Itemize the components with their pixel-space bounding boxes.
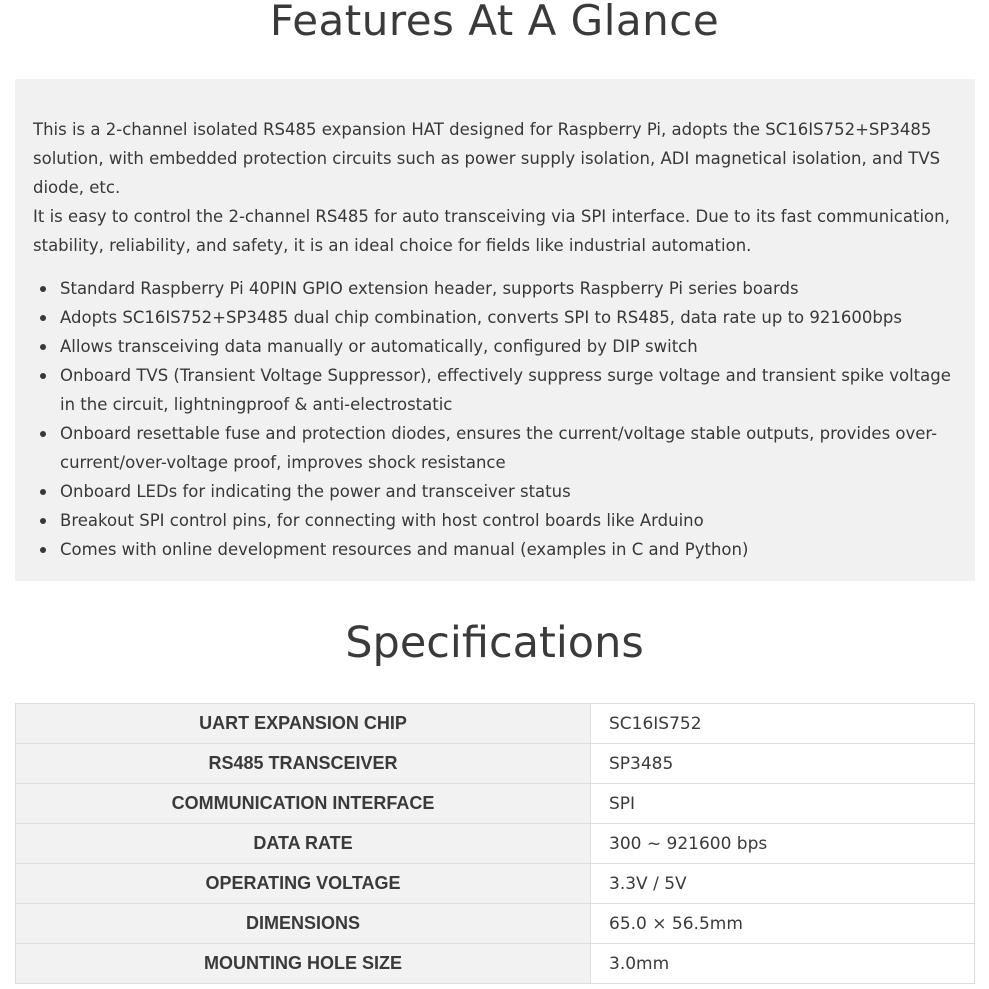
list-item-text: Onboard LEDs for indicating the power and transceiver status: [60, 482, 571, 501]
table-row: [16, 824, 975, 864]
spec-value: 65.0 × 56.5mm: [591, 904, 975, 944]
spec-value: 3.3V / 5V: [591, 864, 975, 904]
specifications-title: Specifications: [345, 618, 644, 668]
bullet-dot-icon: [40, 344, 46, 350]
list-item: [33, 303, 957, 332]
spec-label: COMMUNICATION INTERFACE: [16, 784, 591, 824]
list-item: [33, 477, 957, 506]
specifications-table: [15, 703, 975, 984]
features-title: Features At A Glance: [269, 0, 720, 45]
list-item: [33, 535, 957, 564]
list-item: [33, 361, 957, 419]
spec-value: SP3485: [591, 744, 975, 784]
bullet-dot-icon: [40, 431, 46, 437]
list-item: [33, 419, 957, 477]
bullet-dot-icon: [40, 286, 46, 292]
spec-value: 3.0mm: [591, 944, 975, 984]
table-row: [16, 704, 975, 744]
list-item-text: Onboard resettable fuse and protection diodes, ensures the current/voltage stable outputs, provides over-current/over-voltage proof, improves shock resistance: [60, 424, 938, 472]
intro-paragraph-2: It is easy to control the 2-channel RS485 for auto transceiving via SPI interface. Due to its fast communication, stability, reliability, and safety, it is an ideal choice for fields like industrial automation.: [33, 207, 950, 255]
table-row: [16, 864, 975, 904]
spec-value: SC16IS752: [591, 704, 975, 744]
features-intro: [33, 115, 957, 260]
list-item-text: Comes with online development resources and manual (examples in C and Python): [60, 540, 749, 559]
spec-label: DATA RATE: [16, 824, 591, 864]
features-panel: [15, 79, 975, 581]
list-item-text: Breakout SPI control pins, for connecting with host control boards like Arduino: [60, 511, 704, 530]
bullet-dot-icon: [40, 373, 46, 379]
table-row: [16, 944, 975, 984]
list-item: [33, 274, 957, 303]
bullet-dot-icon: [40, 315, 46, 321]
spec-label: MOUNTING HOLE SIZE: [16, 944, 591, 984]
list-item-text: Allows transceiving data manually or automatically, configured by DIP switch: [60, 337, 698, 356]
spec-label: UART EXPANSION CHIP: [16, 704, 591, 744]
list-item-text: Onboard TVS (Transient Voltage Suppressor), effectively suppress surge voltage and transient spike voltage in the circuit, lightningproof & anti-electrostatic: [60, 366, 951, 414]
spec-value: 300 ~ 921600 bps: [591, 824, 975, 864]
list-item-text: Standard Raspberry Pi 40PIN GPIO extension header, supports Raspberry Pi series boards: [60, 279, 799, 298]
spec-label: OPERATING VOLTAGE: [16, 864, 591, 904]
features-list: [33, 274, 957, 564]
table-row: [16, 784, 975, 824]
spec-label: RS485 TRANSCEIVER: [16, 744, 591, 784]
spec-value: SPI: [591, 784, 975, 824]
bullet-dot-icon: [40, 518, 46, 524]
list-item: [33, 506, 957, 535]
spec-label: DIMENSIONS: [16, 904, 591, 944]
intro-paragraph-1: This is a 2-channel isolated RS485 expansion HAT designed for Raspberry Pi, adopts the SC16IS752+SP3485 solution, with embedded protection circuits such as power supply isolation, ADI magnetical isolation, and TVS diode, etc.: [33, 120, 941, 197]
table-row: [16, 744, 975, 784]
list-item: [33, 332, 957, 361]
list-item-text: Adopts SC16IS752+SP3485 dual chip combination, converts SPI to RS485, data rate up to 921600bps: [60, 308, 902, 327]
table-row: [16, 904, 975, 944]
bullet-dot-icon: [40, 489, 46, 495]
bullet-dot-icon: [40, 547, 46, 553]
